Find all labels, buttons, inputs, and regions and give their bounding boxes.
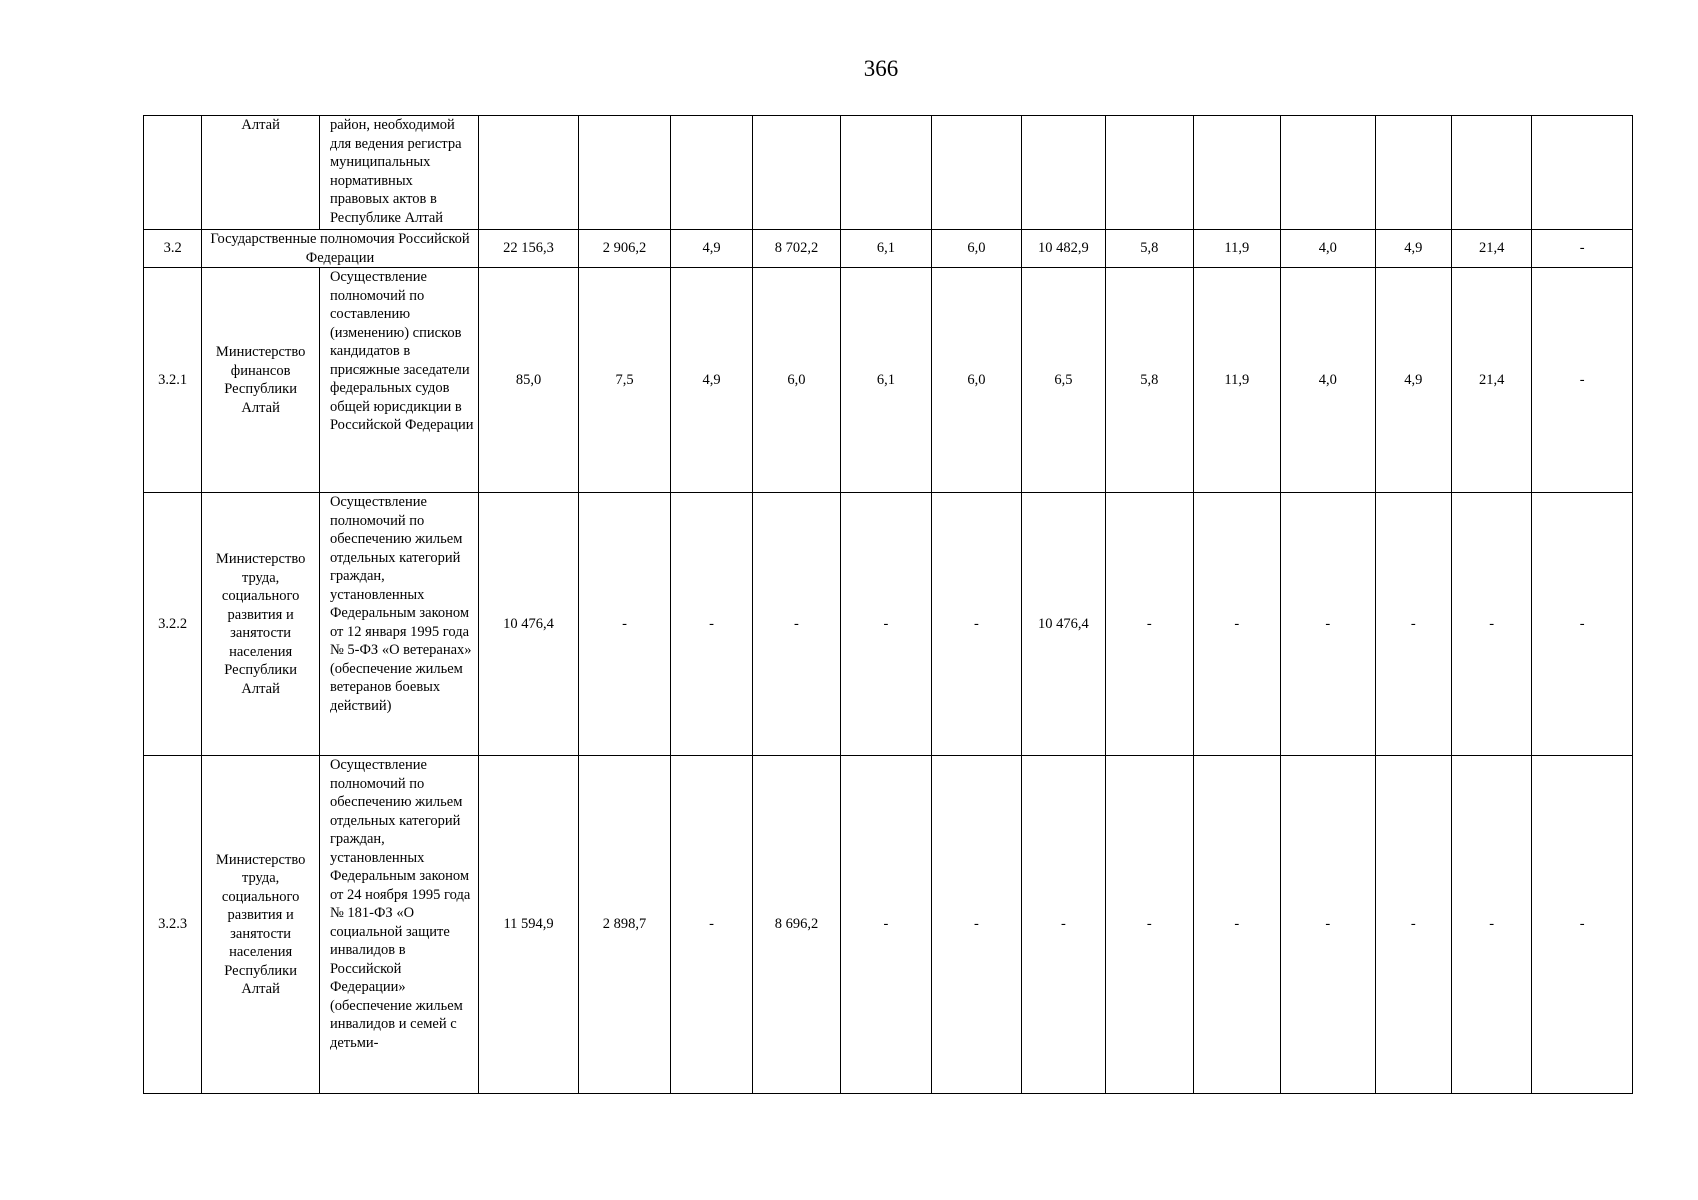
value-cell: [478, 116, 579, 230]
value-cell: 4,9: [1375, 230, 1451, 268]
value-cell: -: [670, 493, 752, 756]
value-cell: -: [753, 493, 840, 756]
value-cell: [670, 116, 752, 230]
value-cell: 22 156,3: [478, 230, 579, 268]
value-cell: 21,4: [1451, 230, 1531, 268]
value-cell: [1193, 116, 1280, 230]
value-cell: -: [1106, 493, 1193, 756]
value-cell: 11,9: [1193, 230, 1280, 268]
value-cell: 6,5: [1021, 268, 1105, 493]
value-cell: -: [1375, 493, 1451, 756]
value-cell: -: [1106, 756, 1193, 1094]
value-cell: [1532, 116, 1633, 230]
table-row: [144, 116, 1633, 230]
value-cell: [840, 116, 931, 230]
value-cell: -: [1281, 756, 1376, 1094]
value-cell: -: [1281, 493, 1376, 756]
value-cell: [1021, 116, 1105, 230]
value-cell: -: [670, 756, 752, 1094]
row-number-cell: 3.2.2: [144, 493, 202, 756]
value-cell: 11 594,9: [478, 756, 579, 1094]
value-cell: 4,9: [1375, 268, 1451, 493]
organization-cell: Алтай: [202, 116, 320, 230]
row-number-cell: [144, 116, 202, 230]
value-cell: 10 482,9: [1021, 230, 1105, 268]
budget-table: [143, 115, 1633, 1094]
organization-cell: Министерство труда, социального развития и занятости населения Республики Алтай: [202, 756, 320, 1094]
table-row: [144, 230, 1633, 268]
value-cell: -: [1532, 493, 1633, 756]
value-cell: [932, 116, 1021, 230]
organization-cell: Министерство труда, социального развития и занятости населения Республики Алтай: [202, 493, 320, 756]
description-cell: Осуществление полномочий по обеспечению жильем отдельных категорий граждан, установленных Федеральным законом от 12 января 1995 года № 5-ФЗ «О ветеранах» (обеспечение жильем ветеранов боевых действий): [319, 493, 478, 756]
row-number-cell: 3.2: [144, 230, 202, 268]
organization-cell: Министерство финансов Республики Алтай: [202, 268, 320, 493]
description-cell: Осуществление полномочий по обеспечению жильем отдельных категорий граждан, установленных Федеральным законом от 24 ноября 1995 года № 181-ФЗ «О социальной защите инвалидов в Российской Федерации» (обеспечение жильем инвалидов и семей с детьми-: [319, 756, 478, 1094]
value-cell: 2 906,2: [579, 230, 670, 268]
value-cell: -: [1451, 493, 1531, 756]
value-cell: 4,0: [1281, 268, 1376, 493]
value-cell: [1451, 116, 1531, 230]
value-cell: -: [932, 756, 1021, 1094]
value-cell: -: [1375, 756, 1451, 1094]
value-cell: -: [840, 756, 931, 1094]
value-cell: -: [1021, 756, 1105, 1094]
value-cell: -: [932, 493, 1021, 756]
value-cell: 5,8: [1106, 230, 1193, 268]
value-cell: 6,1: [840, 268, 931, 493]
value-cell: -: [579, 493, 670, 756]
value-cell: [1281, 116, 1376, 230]
value-cell: 4,9: [670, 268, 752, 493]
value-cell: -: [1532, 756, 1633, 1094]
value-cell: 6,0: [753, 268, 840, 493]
value-cell: 8 702,2: [753, 230, 840, 268]
value-cell: -: [1451, 756, 1531, 1094]
value-cell: [579, 116, 670, 230]
value-cell: [1106, 116, 1193, 230]
value-cell: 11,9: [1193, 268, 1280, 493]
value-cell: 6,1: [840, 230, 931, 268]
value-cell: 2 898,7: [579, 756, 670, 1094]
value-cell: 4,9: [670, 230, 752, 268]
value-cell: -: [1193, 756, 1280, 1094]
row-number-cell: 3.2.3: [144, 756, 202, 1094]
value-cell: 85,0: [478, 268, 579, 493]
table-row: [144, 756, 1633, 1094]
description-cell: район, необходимой для ведения регистра муниципальных нормативных правовых актов в Республике Алтай: [319, 116, 478, 230]
table-row: [144, 268, 1633, 493]
value-cell: -: [840, 493, 931, 756]
value-cell: 6,0: [932, 230, 1021, 268]
row-number-cell: 3.2.1: [144, 268, 202, 493]
value-cell: [1375, 116, 1451, 230]
section-title-cell: Государственные полномочия Российской Федерации: [202, 230, 478, 268]
value-cell: [753, 116, 840, 230]
value-cell: 6,0: [932, 268, 1021, 493]
table-row: [144, 493, 1633, 756]
value-cell: 21,4: [1451, 268, 1531, 493]
value-cell: 7,5: [579, 268, 670, 493]
value-cell: -: [1193, 493, 1280, 756]
value-cell: -: [1532, 268, 1633, 493]
page-number: 366: [863, 56, 899, 81]
value-cell: -: [1532, 230, 1633, 268]
value-cell: 5,8: [1106, 268, 1193, 493]
value-cell: 10 476,4: [478, 493, 579, 756]
value-cell: 10 476,4: [1021, 493, 1105, 756]
value-cell: 4,0: [1281, 230, 1376, 268]
value-cell: 8 696,2: [753, 756, 840, 1094]
description-cell: Осуществление полномочий по составлению (изменению) списков кандидатов в присяжные заседатели федеральных судов общей юрисдикции в Российской Федерации: [319, 268, 478, 493]
